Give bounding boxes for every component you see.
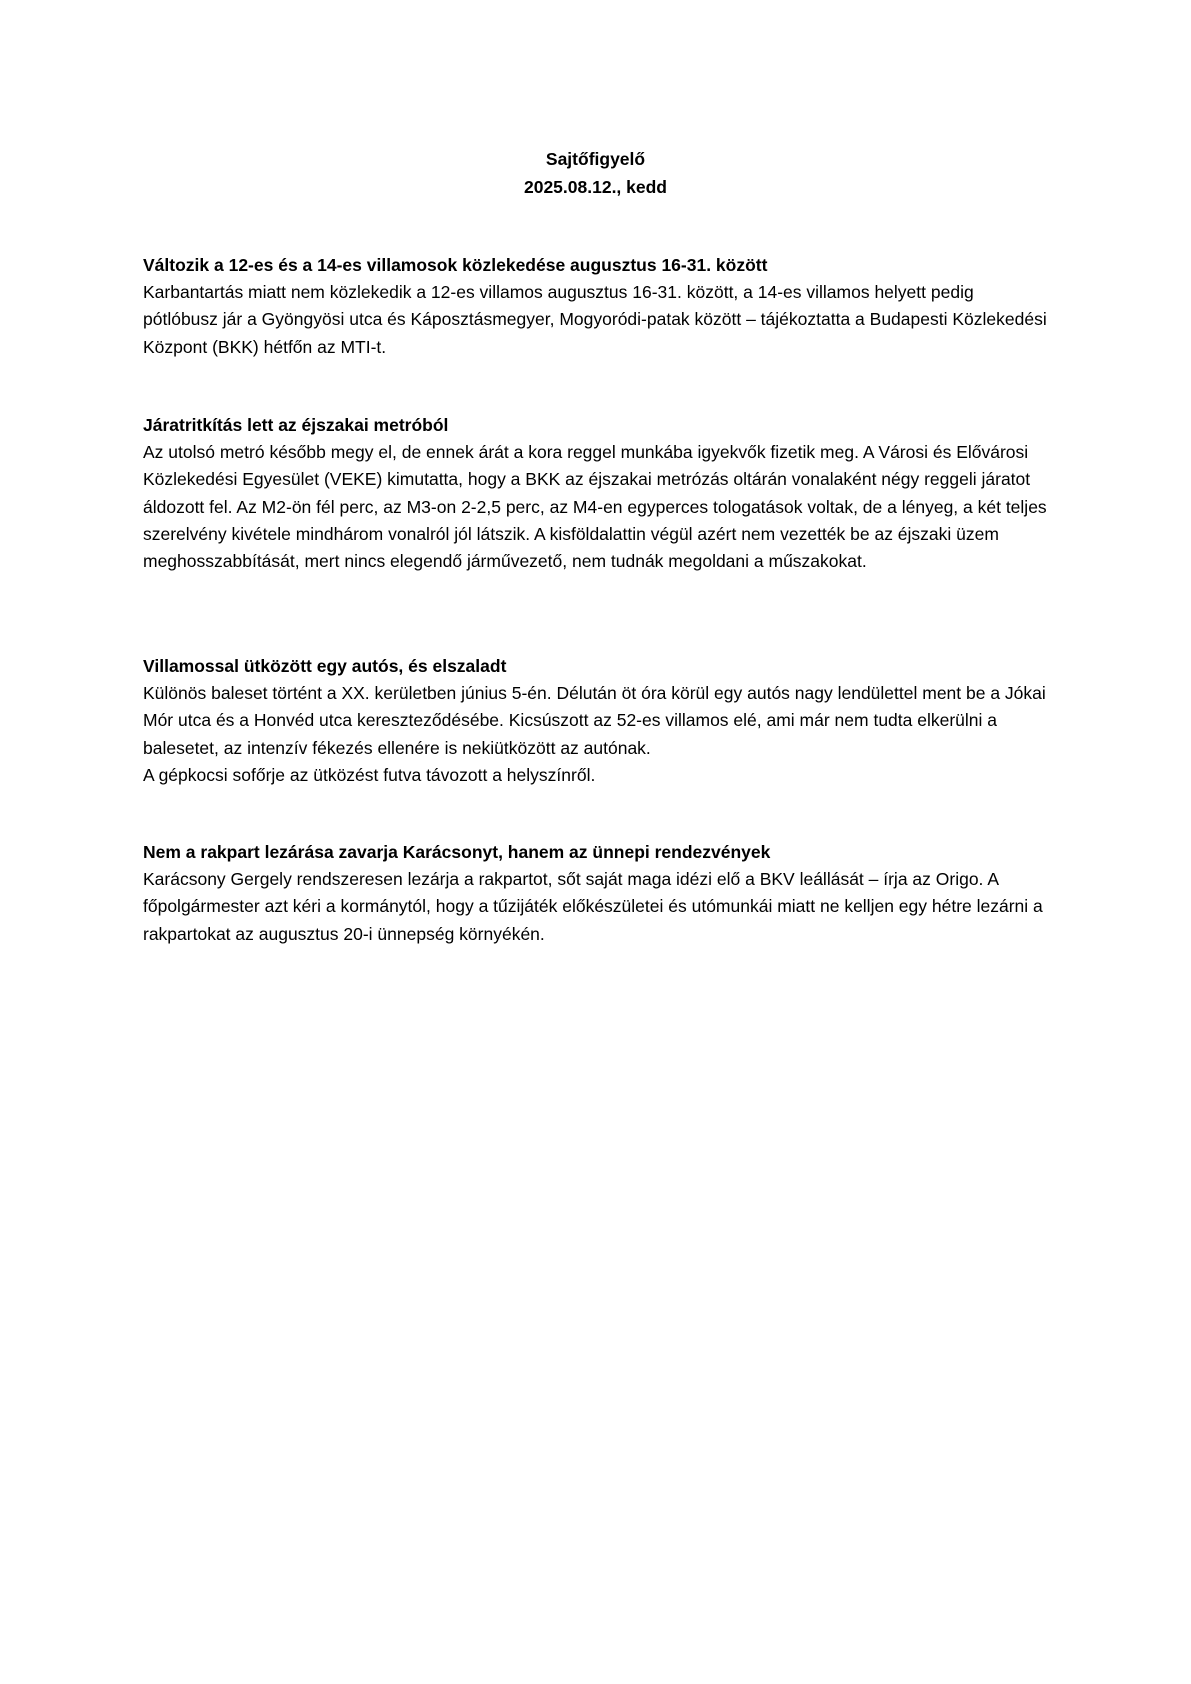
- article-headline: Nem a rakpart lezárása zavarja Karácsonyt, hanem az ünnepi rendezvények: [143, 842, 771, 862]
- article: [143, 653, 1053, 789]
- article: [143, 412, 1053, 575]
- article: [143, 839, 1053, 948]
- document-date: 2025.08.12., kedd: [523, 177, 668, 197]
- article-body: Karácsony Gergely rendszeresen lezárja a rakpartot, sőt saját maga idézi elő a BKV leállását – írja az Origo. A főpolgármester azt kéri a kormánytól, hogy a tűzijáték előkészületei és utómunkái miatt ne kelljen egy hétre lezárni a rakpartokat az augusztus 20-i ünnepség környékén.: [143, 869, 1043, 944]
- article-body: Az utolsó metró később megy el, de ennek árát a kora reggel munkába igyekvők fizetik meg. A Városi és Elővárosi Közlekedési Egyesület (VEKE) kimutatta, hogy a BKK az éjszakai metrózás oltárán vonalaként négy reggeli járatot áldozott fel. Az M2-ön fél perc, az M3-on 2-2,5 perc, az M4-en egyperces tologatások voltak, de a lényeg, a két teljes szerelvény kivétele mindhárom vonalról jól látszik. A kisföldalattin végül azért nem vezették be az éjszaki üzem meghosszabbítását, mert nincs elegendő járművezető, nem tudnák megoldani a műszakokat.: [143, 442, 1047, 572]
- document-title: Sajtőfigyelő: [545, 149, 646, 169]
- article-body-continuation: A gépkocsi sofőrje az ütközést futva távozott a helyszínről.: [143, 764, 596, 785]
- document-header: [0, 145, 1191, 201]
- article-headline: Változik a 12-es és a 14-es villamosok közlekedése augusztus 16-31. között: [143, 255, 768, 275]
- article: [143, 252, 1053, 361]
- article-headline: Villamossal ütközött egy autós, és elszaladt: [143, 656, 507, 676]
- article-headline: Járatritkítás lett az éjszakai metróból: [143, 415, 449, 435]
- article-body: Karbantartás miatt nem közlekedik a 12-es villamos augusztus 16-31. között, a 14-es villamos helyett pedig pótlóbusz jár a Gyöngyösi utca és Káposztásmegyer, Mogyoródi-patak között – tájékoztatta a Budapesti Közlekedési Központ (BKK) hétfőn az MTI-t.: [143, 282, 1047, 357]
- article-body: Különös baleset történt a XX. kerületben június 5-én. Délután öt óra körül egy autós nagy lendülettel ment be a Jókai Mór utca és a Honvéd utca kereszteződésébe. Kicsúszott az 52-es villamos elé, ami már nem tudta elkerülni a balesetet, az intenzív fékezés ellenére is nekiütközött az autónak.: [143, 683, 1046, 758]
